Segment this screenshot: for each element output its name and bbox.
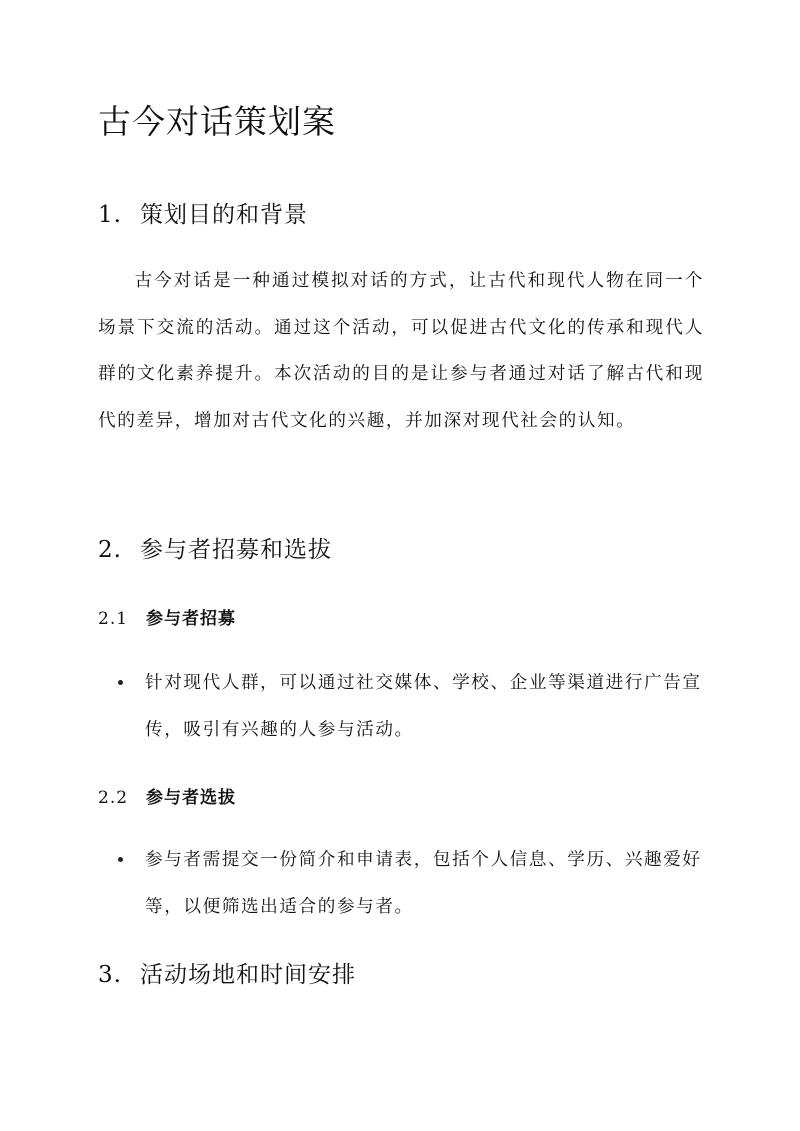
subsection-heading-2-1 xyxy=(98,604,236,629)
document-title: 古今对话策划案 xyxy=(98,102,336,141)
section-title: 参与者招募和选拔 xyxy=(140,537,332,563)
list-item-text: 参与者需提交一份简介和申请表，包括个人信息、学历、兴趣爱好等，以便筛选出适合的参与者。 xyxy=(145,850,702,917)
subsection-number: 2.2 xyxy=(98,788,129,808)
section-heading-3 xyxy=(98,956,356,989)
bullet-icon xyxy=(118,857,123,862)
bullet-icon xyxy=(118,680,123,685)
section-number: 2. xyxy=(98,537,122,563)
section-title: 活动场地和时间安排 xyxy=(140,962,356,988)
section-number: 1. xyxy=(98,202,122,228)
section-1-paragraph xyxy=(98,258,704,444)
section-number: 3. xyxy=(98,962,122,988)
subsection-title: 参与者招募 xyxy=(146,609,236,629)
subsection-title: 参与者选拔 xyxy=(146,788,236,808)
section-heading-1 xyxy=(98,196,308,229)
paragraph-text: 古今对话是一种通过模拟对话的方式，让古代和现代人物在同一个场景下交流的活动。通过这个活动，可以促进古代文化的传承和现代人群的文化素养提升。本次活动的目的是让参与者通过对话了解古代和现代的差异，增加对古代文化的兴趣，并加深对现代社会的认知。 xyxy=(98,271,704,431)
subsection-heading-2-2 xyxy=(98,783,236,808)
section-title: 策划目的和背景 xyxy=(140,202,308,228)
subsection-number: 2.1 xyxy=(98,609,129,629)
section-heading-2 xyxy=(98,531,332,564)
list-item-text: 针对现代人群，可以通过社交媒体、学校、企业等渠道进行广告宣传，吸引有兴趣的人参与活动。 xyxy=(145,673,702,740)
